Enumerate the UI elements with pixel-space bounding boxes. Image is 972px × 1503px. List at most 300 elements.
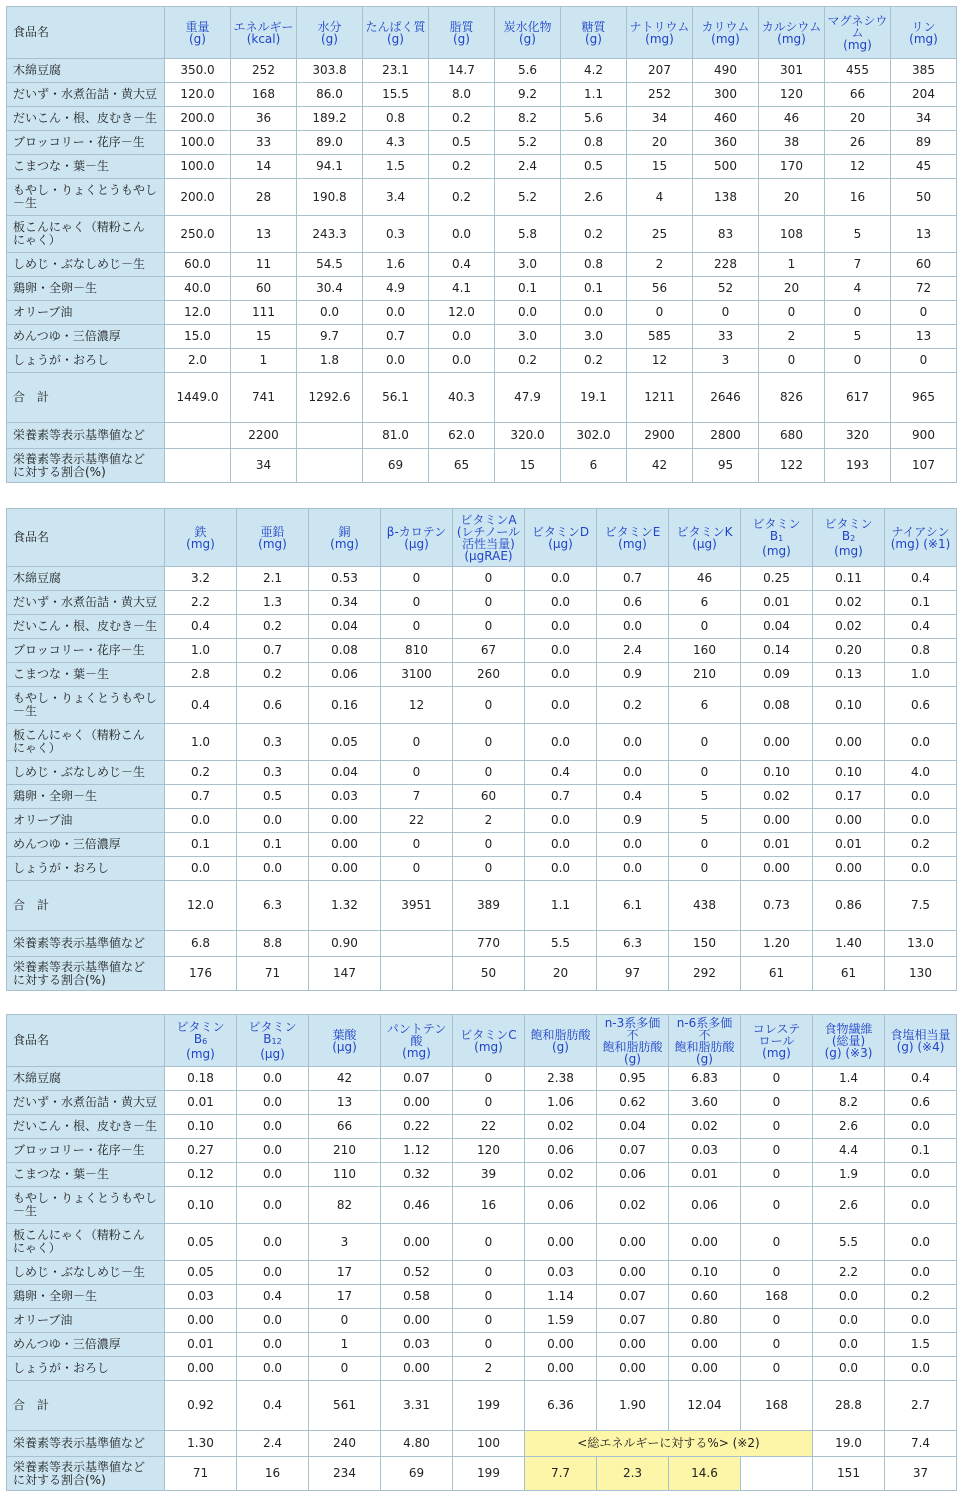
- food-name-cell: [7, 216, 165, 253]
- value-cell: 0.05: [309, 724, 381, 761]
- ratio-row: [7, 957, 957, 991]
- total-value-cell: 19.1: [561, 373, 627, 423]
- standard-value-cell: 4.80: [381, 1431, 453, 1457]
- value-cell: 0.01: [165, 1333, 237, 1357]
- value-cell: 3.0: [495, 253, 561, 277]
- standard-value-cell: 150: [669, 931, 741, 957]
- value-cell: 0.8: [885, 639, 957, 663]
- value-cell: 0.02: [813, 615, 885, 639]
- value-cell: 0.2: [561, 349, 627, 373]
- value-cell: 7: [381, 785, 453, 809]
- value-cell: 0.04: [597, 1115, 669, 1139]
- standard-value-cell: 1.30: [165, 1431, 237, 1457]
- value-cell: 72: [891, 277, 957, 301]
- total-value-cell: 3951: [381, 881, 453, 931]
- value-cell: 0.0: [237, 857, 309, 881]
- value-cell: 0.18: [165, 1067, 237, 1091]
- standard-value-cell: 81.0: [363, 423, 429, 449]
- value-cell: 0.1: [237, 833, 309, 857]
- ratio-value-cell: 130: [885, 957, 957, 991]
- value-cell: 0.0: [237, 1309, 309, 1333]
- value-cell: 0: [453, 1309, 525, 1333]
- value-cell: 168: [231, 83, 297, 107]
- value-cell: 0: [741, 1224, 813, 1261]
- value-cell: 12: [381, 687, 453, 724]
- ratio-label: [7, 449, 165, 483]
- value-cell: 0: [759, 349, 825, 373]
- name-line: にゃく）: [13, 1241, 61, 1255]
- standard-value-cell: 680: [759, 423, 825, 449]
- value-cell: 0.04: [741, 615, 813, 639]
- value-cell: 100.0: [165, 155, 231, 179]
- value-cell: 13: [231, 216, 297, 253]
- value-cell: 66: [825, 83, 891, 107]
- table-row: [7, 1115, 957, 1139]
- food-name-cell: だいこん・根、皮むき－生: [7, 107, 165, 131]
- ratio-value-cell: 147: [309, 957, 381, 991]
- value-cell: 0.4: [597, 785, 669, 809]
- value-cell: 0.0: [885, 1187, 957, 1224]
- value-cell: 0.01: [741, 833, 813, 857]
- food-name-cell: こまつな・葉－生: [7, 1163, 165, 1187]
- value-cell: 6.83: [669, 1067, 741, 1091]
- value-cell: 0.0: [237, 1333, 309, 1357]
- table-row: [7, 1067, 957, 1091]
- column-header-vitamin-b2: ビタミン $B_2$ (mg): [813, 509, 885, 567]
- value-cell: 0.1: [885, 1139, 957, 1163]
- value-cell: 14.7: [429, 59, 495, 83]
- value-cell: 0.2: [237, 615, 309, 639]
- value-cell: 108: [759, 216, 825, 253]
- value-cell: 22: [381, 809, 453, 833]
- value-cell: 0.2: [597, 687, 669, 724]
- value-cell: 0.2: [495, 349, 561, 373]
- value-cell: 0.4: [885, 567, 957, 591]
- value-cell: 0.4: [885, 615, 957, 639]
- value-cell: 0.0: [429, 216, 495, 253]
- name-line: に対する割合(%): [13, 972, 106, 987]
- standard-value-cell: 320: [825, 423, 891, 449]
- table-header-row: [7, 1015, 957, 1067]
- value-cell: 0.0: [597, 833, 669, 857]
- value-cell: 0.2: [561, 216, 627, 253]
- value-cell: 54.5: [297, 253, 363, 277]
- total-row: [7, 881, 957, 931]
- value-cell: 3.60: [669, 1091, 741, 1115]
- food-name-cell: だいず・水煮缶詰・黄大豆: [7, 591, 165, 615]
- value-cell: 1.59: [525, 1309, 597, 1333]
- value-cell: 6: [669, 687, 741, 724]
- column-header-n3-fat: n-3系多価不 飽和脂肪酸 (g): [597, 1015, 669, 1067]
- value-cell: 0.00: [309, 833, 381, 857]
- value-cell: 1.5: [885, 1333, 957, 1357]
- food-name-cell: しめじ・ぶなしめじ－生: [7, 253, 165, 277]
- value-cell: 210: [669, 663, 741, 687]
- ratio-value-cell: 199: [453, 1457, 525, 1491]
- value-cell: 82: [309, 1187, 381, 1224]
- value-cell: 0: [381, 724, 453, 761]
- nutrition-table-1: [6, 6, 957, 483]
- value-cell: 60: [231, 277, 297, 301]
- food-name-cell: 木綿豆腐: [7, 1067, 165, 1091]
- value-cell: 0.0: [885, 785, 957, 809]
- value-cell: 0: [381, 833, 453, 857]
- value-cell: 13: [891, 325, 957, 349]
- table-row: [7, 155, 957, 179]
- table-row: [7, 809, 957, 833]
- ratio-value-cell: 71: [237, 957, 309, 991]
- standard-value-cell: [381, 931, 453, 957]
- total-value-cell: 0.4: [237, 1381, 309, 1431]
- value-cell: 0.0: [363, 349, 429, 373]
- value-cell: 0: [693, 301, 759, 325]
- column-header-niacin: ナイアシン (mg) (※1): [885, 509, 957, 567]
- value-cell: 3.0: [495, 325, 561, 349]
- value-cell: 0: [741, 1067, 813, 1091]
- name-line: 栄養素等表示基準値など: [13, 1459, 146, 1474]
- ratio-label: [7, 957, 165, 991]
- value-cell: 0.0: [813, 1285, 885, 1309]
- value-cell: 170: [759, 155, 825, 179]
- value-cell: 0.0: [813, 1357, 885, 1381]
- value-cell: 0.0: [525, 567, 597, 591]
- value-cell: 0: [741, 1333, 813, 1357]
- value-cell: 0: [453, 857, 525, 881]
- food-name-cell: オリーブ油: [7, 809, 165, 833]
- value-cell: 39: [453, 1163, 525, 1187]
- column-header-saturated-fat: 飽和脂肪酸 (g): [525, 1015, 597, 1067]
- ratio-value-cell: 69: [363, 449, 429, 483]
- value-cell: 0.0: [525, 809, 597, 833]
- value-cell: 12: [825, 155, 891, 179]
- value-cell: 0.2: [165, 761, 237, 785]
- value-cell: 0.0: [237, 1261, 309, 1285]
- food-name-cell: だいこん・根、皮むき－生: [7, 1115, 165, 1139]
- ratio-value-cell: 16: [237, 1457, 309, 1491]
- value-cell: 15.0: [165, 325, 231, 349]
- value-cell: 0.00: [741, 857, 813, 881]
- value-cell: 0.0: [429, 325, 495, 349]
- value-cell: 110: [309, 1163, 381, 1187]
- ratio-value-cell: 292: [669, 957, 741, 991]
- value-cell: 0.11: [813, 567, 885, 591]
- food-name-cell: [7, 179, 165, 216]
- standard-value-cell: 7.4: [885, 1431, 957, 1457]
- food-name-cell: こまつな・葉－生: [7, 155, 165, 179]
- standard-value-cell: 6.3: [597, 931, 669, 957]
- value-cell: 0: [381, 591, 453, 615]
- ratio-value-cell: 61: [741, 957, 813, 991]
- value-cell: 0.0: [525, 639, 597, 663]
- value-cell: 0: [453, 687, 525, 724]
- value-cell: 0.12: [165, 1163, 237, 1187]
- value-cell: 17: [309, 1261, 381, 1285]
- value-cell: 301: [759, 59, 825, 83]
- value-cell: 60: [453, 785, 525, 809]
- value-cell: 0: [309, 1309, 381, 1333]
- name-line: －生: [13, 196, 38, 210]
- value-cell: 0.02: [597, 1187, 669, 1224]
- value-cell: 34: [891, 107, 957, 131]
- column-header-folate: 葉酸 (μg): [309, 1015, 381, 1067]
- table-row: [7, 785, 957, 809]
- ratio-value-cell: [297, 449, 363, 483]
- value-cell: 0: [759, 301, 825, 325]
- total-value-cell: 2.7: [885, 1381, 957, 1431]
- value-cell: 7: [825, 253, 891, 277]
- ratio-value-cell: 65: [429, 449, 495, 483]
- value-cell: 9.2: [495, 83, 561, 107]
- total-row: [7, 373, 957, 423]
- value-cell: 0.0: [165, 809, 237, 833]
- value-cell: 0.34: [309, 591, 381, 615]
- value-cell: 0.0: [885, 809, 957, 833]
- value-cell: 16: [825, 179, 891, 216]
- total-value-cell: 1.32: [309, 881, 381, 931]
- value-cell: 89: [891, 131, 957, 155]
- total-value-cell: 56.1: [363, 373, 429, 423]
- value-cell: 0: [309, 1357, 381, 1381]
- value-cell: 0.0: [165, 857, 237, 881]
- table-row: [7, 1224, 957, 1261]
- nutrition-table-2: [6, 508, 957, 991]
- table-body: [7, 1067, 957, 1491]
- value-cell: 5.8: [495, 216, 561, 253]
- value-cell: 0.0: [885, 1115, 957, 1139]
- value-cell: 0.2: [429, 179, 495, 216]
- value-cell: 0: [453, 1091, 525, 1115]
- value-cell: 0.02: [525, 1115, 597, 1139]
- value-cell: 0.01: [813, 833, 885, 857]
- value-cell: 1.6: [363, 253, 429, 277]
- table-row: [7, 1357, 957, 1381]
- value-cell: 60.0: [165, 253, 231, 277]
- value-cell: 12.0: [429, 301, 495, 325]
- value-cell: 0.60: [669, 1285, 741, 1309]
- food-name-cell: しょうが・おろし: [7, 857, 165, 881]
- value-cell: 0.2: [885, 1285, 957, 1309]
- column-header-vitamin-b12: ビタミン $B_{12}$ (μg): [237, 1015, 309, 1067]
- food-name-cell: しめじ・ぶなしめじ－生: [7, 1261, 165, 1285]
- value-cell: 0: [741, 1309, 813, 1333]
- value-cell: 0: [627, 301, 693, 325]
- value-cell: 30.4: [297, 277, 363, 301]
- table-body: [7, 567, 957, 991]
- standard-value-cell: 302.0: [561, 423, 627, 449]
- value-cell: 0: [453, 567, 525, 591]
- value-cell: 17: [309, 1285, 381, 1309]
- value-cell: 0: [741, 1091, 813, 1115]
- value-cell: 4.0: [885, 761, 957, 785]
- food-name-cell: 木綿豆腐: [7, 567, 165, 591]
- standard-row: [7, 931, 957, 957]
- value-cell: 0: [453, 1224, 525, 1261]
- table-row: [7, 59, 957, 83]
- value-cell: 0.0: [885, 1163, 957, 1187]
- food-name-cell: だいこん・根、皮むき－生: [7, 615, 165, 639]
- value-cell: 2.0: [165, 349, 231, 373]
- total-value-cell: 965: [891, 373, 957, 423]
- value-cell: 0: [891, 349, 957, 373]
- value-cell: 34: [627, 107, 693, 131]
- value-cell: 0.04: [309, 761, 381, 785]
- value-cell: 0.10: [669, 1261, 741, 1285]
- value-cell: 2.6: [813, 1187, 885, 1224]
- value-cell: 2: [453, 1357, 525, 1381]
- value-cell: 0: [381, 615, 453, 639]
- value-cell: 0.0: [237, 1067, 309, 1091]
- value-cell: 15: [627, 155, 693, 179]
- standard-value-cell: 19.0: [813, 1431, 885, 1457]
- value-cell: 0: [741, 1139, 813, 1163]
- table-row: [7, 277, 957, 301]
- value-cell: 86.0: [297, 83, 363, 107]
- total-value-cell: 389: [453, 881, 525, 931]
- ratio-value-cell: 95: [693, 449, 759, 483]
- value-cell: 1.14: [525, 1285, 597, 1309]
- value-cell: 243.3: [297, 216, 363, 253]
- value-cell: 1.0: [165, 724, 237, 761]
- value-cell: 0.00: [381, 1224, 453, 1261]
- standard-value-cell: 1.40: [813, 931, 885, 957]
- food-name-header: 食品名: [7, 7, 165, 59]
- ratio-value-cell: 37: [885, 1457, 957, 1491]
- ratio-value-cell: 122: [759, 449, 825, 483]
- value-cell: 5.2: [495, 179, 561, 216]
- standard-value-cell: 8.8: [237, 931, 309, 957]
- value-cell: 200.0: [165, 107, 231, 131]
- value-cell: 0: [453, 1261, 525, 1285]
- value-cell: 2.2: [813, 1261, 885, 1285]
- standard-value-cell: 13.0: [885, 931, 957, 957]
- value-cell: 0.62: [597, 1091, 669, 1115]
- value-cell: 0.4: [165, 687, 237, 724]
- column-header-beta-carotene: β-カロテン (μg): [381, 509, 453, 567]
- value-cell: 16: [453, 1187, 525, 1224]
- value-cell: 36: [231, 107, 297, 131]
- value-cell: 0: [741, 1163, 813, 1187]
- column-header-iron: 鉄 (mg): [165, 509, 237, 567]
- value-cell: 4.3: [363, 131, 429, 155]
- value-cell: 3: [309, 1224, 381, 1261]
- value-cell: 8.2: [813, 1091, 885, 1115]
- total-value-cell: 561: [309, 1381, 381, 1431]
- table-row: [7, 1261, 957, 1285]
- value-cell: 2.4: [495, 155, 561, 179]
- value-cell: 0.00: [165, 1309, 237, 1333]
- total-row: [7, 1381, 957, 1431]
- value-cell: 0.0: [297, 301, 363, 325]
- ratio-value-cell: 107: [891, 449, 957, 483]
- ratio-value-cell: 7.7: [525, 1457, 597, 1491]
- total-value-cell: 40.3: [429, 373, 495, 423]
- table-body: [7, 59, 957, 483]
- value-cell: 168: [741, 1285, 813, 1309]
- value-cell: 0.10: [741, 761, 813, 785]
- value-cell: 8.2: [495, 107, 561, 131]
- value-cell: 0.5: [429, 131, 495, 155]
- food-name-cell: めんつゆ・三倍濃厚: [7, 833, 165, 857]
- value-cell: 11: [231, 253, 297, 277]
- value-cell: 4.4: [813, 1139, 885, 1163]
- value-cell: 0.80: [669, 1309, 741, 1333]
- value-cell: 1.0: [165, 639, 237, 663]
- value-cell: 0.6: [885, 687, 957, 724]
- value-cell: 1.06: [525, 1091, 597, 1115]
- value-cell: 0: [741, 1187, 813, 1224]
- value-cell: 0.0: [237, 1163, 309, 1187]
- value-cell: 0.0: [885, 1357, 957, 1381]
- value-cell: 120.0: [165, 83, 231, 107]
- value-cell: 0.03: [525, 1261, 597, 1285]
- value-cell: 0: [453, 615, 525, 639]
- total-label: 合 計: [7, 1381, 165, 1431]
- value-cell: 0.25: [741, 567, 813, 591]
- table-row: [7, 567, 957, 591]
- value-cell: 0: [669, 857, 741, 881]
- total-value-cell: 826: [759, 373, 825, 423]
- value-cell: 0: [453, 761, 525, 785]
- value-cell: 0.06: [309, 663, 381, 687]
- food-name-cell: ブロッコリー・花序－生: [7, 1139, 165, 1163]
- value-cell: 0: [381, 857, 453, 881]
- standard-label: 栄養素等表示基準値など: [7, 931, 165, 957]
- value-cell: 1: [309, 1333, 381, 1357]
- value-cell: 2: [759, 325, 825, 349]
- food-name-cell: ブロッコリー・花序－生: [7, 131, 165, 155]
- value-cell: 0.14: [741, 639, 813, 663]
- value-cell: 0.17: [813, 785, 885, 809]
- ratio-value-cell: 14.6: [669, 1457, 741, 1491]
- value-cell: 3: [693, 349, 759, 373]
- value-cell: 28: [231, 179, 297, 216]
- food-name-cell: [7, 1187, 165, 1224]
- table-row: [7, 1091, 957, 1115]
- standard-label: 栄養素等表示基準値など: [7, 1431, 165, 1457]
- value-cell: 0.32: [381, 1163, 453, 1187]
- total-value-cell: 1449.0: [165, 373, 231, 423]
- value-cell: 0: [453, 1285, 525, 1309]
- value-cell: 138: [693, 179, 759, 216]
- column-header-magnesium: マグネシウ ム (mg): [825, 7, 891, 59]
- value-cell: 42: [309, 1067, 381, 1091]
- total-value-cell: 6.36: [525, 1381, 597, 1431]
- value-cell: 0.0: [885, 724, 957, 761]
- table-row: [7, 131, 957, 155]
- ratio-label: [7, 1457, 165, 1491]
- value-cell: 1: [231, 349, 297, 373]
- value-cell: 0.0: [429, 349, 495, 373]
- ratio-value-cell: 193: [825, 449, 891, 483]
- value-cell: 0.95: [597, 1067, 669, 1091]
- ratio-value-cell: 20: [525, 957, 597, 991]
- value-cell: 12: [627, 349, 693, 373]
- table-row: [7, 179, 957, 216]
- column-header-calcium: カルシウム (mg): [759, 7, 825, 59]
- value-cell: 89.0: [297, 131, 363, 155]
- standard-value-cell: 2200: [231, 423, 297, 449]
- column-header-dietary-fiber: 食物繊維 (総量) (g) (※3): [813, 1015, 885, 1067]
- value-cell: 0.53: [309, 567, 381, 591]
- total-value-cell: 438: [669, 881, 741, 931]
- total-value-cell: 741: [231, 373, 297, 423]
- food-name-cell: オリーブ油: [7, 301, 165, 325]
- value-cell: 252: [231, 59, 297, 83]
- table-header-row: [7, 509, 957, 567]
- value-cell: 0.0: [237, 1115, 309, 1139]
- value-cell: 0.3: [237, 724, 309, 761]
- ratio-value-cell: [381, 957, 453, 991]
